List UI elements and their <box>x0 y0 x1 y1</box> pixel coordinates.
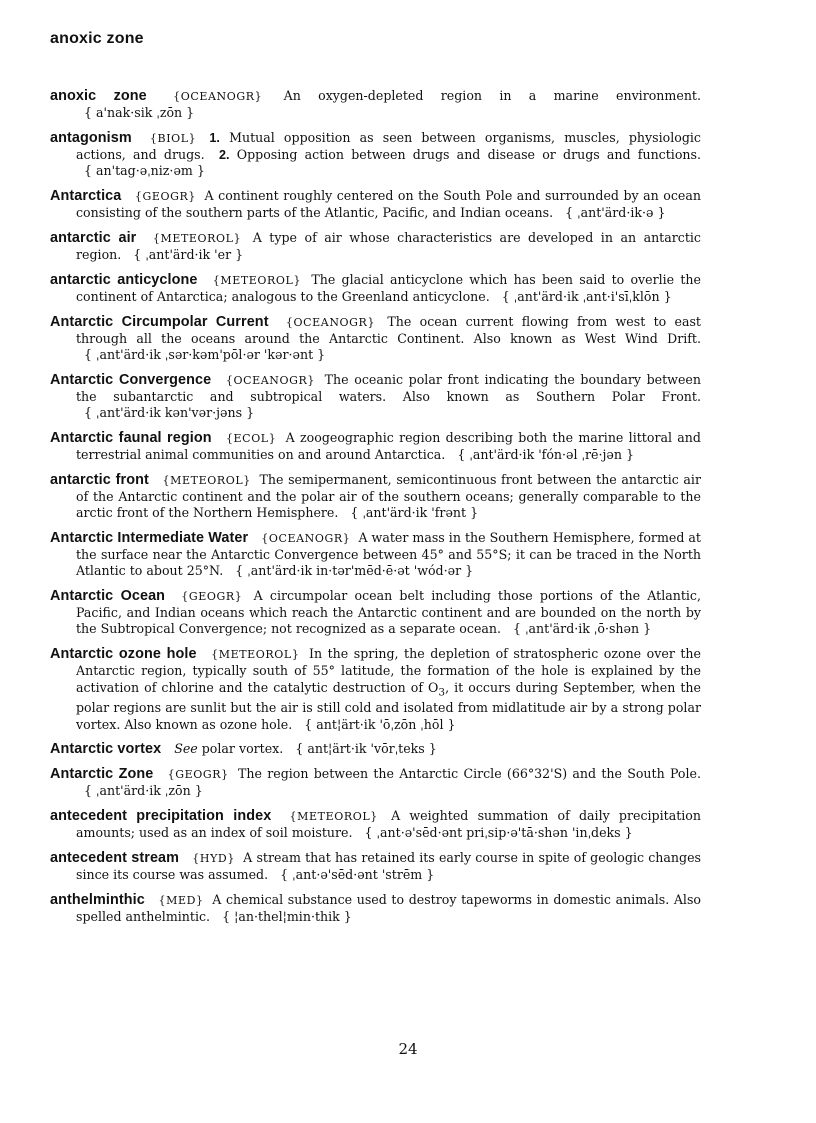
pronunciation: { ˌant'ärd·ik ˌant·i'sīˌklōn } <box>502 289 672 304</box>
entry-term: antarctic front <box>50 471 149 488</box>
subject-label: { HYD } <box>192 852 235 865</box>
definition: A type of air whose characteristics are developed in an antarctic region. <box>76 229 701 263</box>
definition: A circumpolar ocean belt including those portions of the Atlantic, Pacific, and Indian oceans which reach the Antarctic continent and are bounded on the north by the Subtropical Convergence; not recognized as a separate ocean. <box>76 588 701 637</box>
entry-term: Antarctic Convergence <box>50 371 212 388</box>
subject-label: { OCEANOGR } <box>261 532 350 545</box>
pronunciation: { ˌant'ärd·ik 'fón·əl ˌrē·jən } <box>457 447 634 462</box>
entry-term: antagonism <box>50 129 132 146</box>
dictionary-entry <box>50 892 701 925</box>
subject-label: { METEOROL } <box>163 474 251 487</box>
definition: The glacial anticyclone which has been said to overlie the continent of Antarctica; analogous to the Greenland anticyclone. <box>76 271 701 305</box>
pronunciation: { ˌant'ärd·ik in·tər'mēd·ē·ət 'wód·ər } <box>235 563 473 578</box>
entry-term: Antarctic Intermediate Water <box>50 529 249 546</box>
entry-term: Antarctic Ocean <box>50 588 166 605</box>
dictionary-entry <box>50 646 701 733</box>
definition: A continent roughly centered on the South Pole and surrounded by an ocean consisting of the southern parts of the Atlantic, Pacific, and Indian oceans. <box>76 188 701 221</box>
definition: A weighted summation of daily precipitation amounts; used as an index of soil moisture. <box>76 807 701 841</box>
entry-term: Antarctic Circumpolar Current <box>50 313 269 330</box>
pronunciation: { ˌant·ə'sēd·ənt priˌsip·ə'tā·shən 'inˌdeks } <box>365 825 633 840</box>
entry-term: Antarctic Zone <box>50 765 154 782</box>
dictionary-entry <box>50 850 701 883</box>
pronunciation: { ˌant'ärd·ik ˌsər·kəm'pōl·ər 'kər·ənt } <box>84 347 325 362</box>
definition: , it occurs during September, when the polar regions are sunlit but the air is still cold and isolated from midlatitude air by a strong polar vortex. Also known as ozone hole. <box>76 679 701 732</box>
entry-term: Antarctic faunal region <box>50 429 212 446</box>
pronunciation: { ˌant'ärd·ik·ə } <box>565 205 665 220</box>
subject-label: { ECOL } <box>226 432 276 445</box>
entry-term: Antarctic ozone hole <box>50 646 197 663</box>
subject-label: { GEOGR } <box>181 590 242 603</box>
subject-label: { BIOL } <box>150 132 196 145</box>
entry-term: antarctic anticyclone <box>50 271 198 288</box>
entry-term: antecedent precipitation index <box>50 807 272 824</box>
dictionary-entry <box>50 530 701 580</box>
pronunciation: { ant¦ärt·ik 'ōˌzōn ˌhōl } <box>304 717 455 732</box>
entry-term: antarctic air <box>50 229 137 246</box>
definition: The semipermanent, semicontinuous front between the antarctic air of the Antarctic continent and the polar air of the southern oceans; generally comparable to the arctic front of the Northern Hemisphere. <box>76 471 701 521</box>
subject-label: { MED } <box>159 894 204 907</box>
dictionary-entry <box>50 588 701 638</box>
pronunciation: { a'nak·sik ˌzōn } <box>84 105 194 120</box>
dictionary-entry <box>50 314 701 364</box>
dictionary-entry <box>50 741 701 757</box>
definition: A stream that has retained its early course in spite of geologic changes since its course was assumed. <box>76 849 701 882</box>
entry-term: anoxic zone <box>50 88 147 104</box>
subject-label: { METEOROL } <box>153 232 241 245</box>
pronunciation: { ˌant'ärd·ik ˌō·shən } <box>513 621 651 636</box>
pronunciation: { ant¦ärt·ik 'vōrˌteks } <box>295 741 437 756</box>
dictionary-entry <box>50 130 701 180</box>
definition: The ocean current flowing from west to east through all the oceans around the Antarctic Continent. Also known as West Wind Drift. <box>76 313 701 346</box>
subject-label: { GEOGR } <box>135 190 196 203</box>
pronunciation: { ˌant'ärd·ik ˌzōn } <box>84 783 203 798</box>
subject-label: { OCEANOGR } <box>286 316 375 329</box>
pronunciation: { ˌant'ärd·ik 'er } <box>133 247 243 262</box>
cross-reference-see: See <box>174 741 198 757</box>
entry-term: anthelminthic <box>50 891 145 908</box>
subject-label: { METEOROL } <box>213 274 301 287</box>
running-head: anoxic zone <box>50 30 144 47</box>
definition: Opposing action between drugs and disease or drugs and functions. <box>236 147 701 163</box>
definition: An oxygen-depleted region in a marine environment. <box>283 88 701 103</box>
subject-label: { METEOROL } <box>290 810 378 823</box>
definition: Mutual opposition as seen between organisms, muscles, physiologic actions, and drugs. <box>76 129 701 163</box>
definition: The oceanic polar front indicating the boundary between the subantarctic and subtropical waters. Also known as Southern Polar Front. <box>76 371 701 405</box>
page-number: 24 <box>398 1040 418 1058</box>
pronunciation: { an'tag·əˌniz·əm } <box>84 163 205 178</box>
entry-list <box>50 88 701 934</box>
dictionary-entry <box>50 230 701 263</box>
definition: In the spring, the depletion of stratospheric ozone over the Antarctic region, typically south of 55° latitude, the formation of the hole is explained by the activation of chlorine and the catalytic destruction of O <box>76 646 701 695</box>
subject-label: { OCEANOGR } <box>173 90 262 103</box>
dictionary-entry <box>50 372 701 422</box>
dictionary-entry <box>50 808 701 841</box>
entry-term: Antarctica <box>50 188 122 205</box>
cross-reference-target: polar vortex. <box>201 741 284 757</box>
entry-term: Antarctic vortex <box>50 741 162 758</box>
definition: A water mass in the Southern Hemisphere, formed at the surface near the Antarctic Convergence between 45° and 55°S; it can be traced in the North Atlantic to about 25°N. <box>76 529 701 579</box>
entry-term: antecedent stream <box>50 849 180 866</box>
sense-number: 1. <box>209 130 220 145</box>
definition: A zoogeographic region describing both the marine littoral and terrestrial animal communities on and around Antarctica. <box>76 429 701 463</box>
dictionary-entry <box>50 430 701 463</box>
subject-label: { OCEANOGR } <box>226 374 315 387</box>
subject-label: { METEOROL } <box>211 648 299 661</box>
sense-number: 2. <box>219 148 230 163</box>
pronunciation: { ¦an·thel¦min·thik } <box>222 909 352 924</box>
definition: The region between the Antarctic Circle (66°32'S) and the South Pole. <box>238 765 701 781</box>
dictionary-entry <box>50 272 701 305</box>
dictionary-entry <box>50 766 701 799</box>
dictionary-entry <box>50 472 701 522</box>
definition: A chemical substance used to destroy tapeworms in domestic animals. Also spelled anthelmintic. <box>76 891 701 924</box>
dictionary-entry <box>50 188 701 221</box>
pronunciation: { ˌant'ärd·ik kən'vər·jəns } <box>84 405 254 420</box>
pronunciation: { ˌant'ärd·ik 'frənt } <box>350 505 478 520</box>
subject-label: { GEOGR } <box>168 768 229 781</box>
subscript: 3 <box>438 686 446 699</box>
dictionary-entry <box>50 88 701 121</box>
pronunciation: { ˌant·ə'sēd·ənt 'strēm } <box>280 867 434 882</box>
